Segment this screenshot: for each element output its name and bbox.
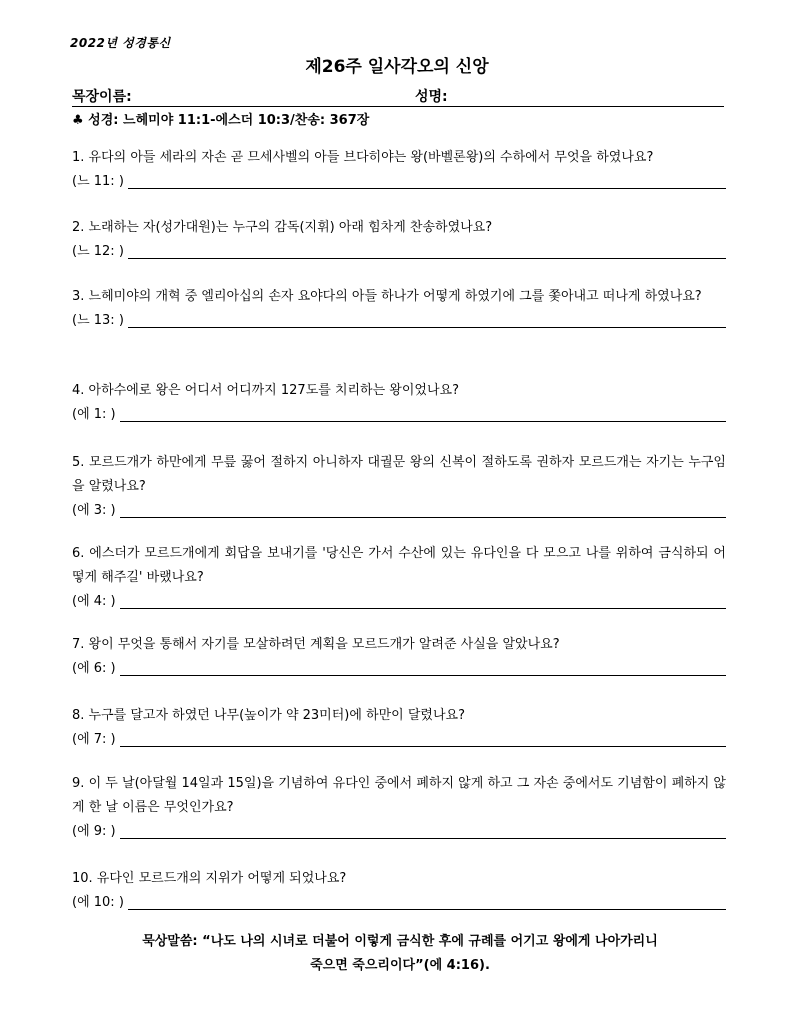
question-3: [72, 285, 726, 333]
question-2: [72, 216, 726, 264]
scripture-line: ♣ 성경: 느헤미야 11:1-에스더 10:3/찬송: 367장: [72, 113, 370, 128]
question-7: [72, 633, 726, 681]
answer-row: [72, 891, 726, 915]
verse-ref: (에 3: ): [72, 503, 116, 518]
answer-line[interactable]: [120, 837, 726, 839]
answer-line[interactable]: [120, 674, 726, 676]
answer-line[interactable]: [120, 420, 726, 422]
question-text: 10. 유다인 모르드개의 지위가 어떻게 되었나요?: [72, 871, 347, 886]
verse-ref: (에 10: ): [72, 895, 124, 910]
verse-ref: (에 7: ): [72, 732, 116, 747]
answer-line[interactable]: [128, 908, 726, 910]
question-5: [72, 451, 726, 523]
question-4: [72, 379, 726, 427]
answer-line[interactable]: [120, 745, 726, 747]
answer-line[interactable]: [120, 516, 726, 518]
answer-row: [72, 499, 726, 523]
answer-row: [72, 403, 726, 427]
question-1: [72, 146, 726, 194]
question-text: 6. 에스더가 모르드개에게 회답을 보내기를 '당신은 가서 수산에 있는 유다인을 다 모으고 나를 위하여 금식하되 어떻게 해주길' 바랬나요?: [72, 546, 726, 585]
verse-ref: (에 9: ): [72, 824, 116, 839]
question-text: 1. 유다의 아들 세라의 자손 곧 므세사벨의 아들 브다히야는 왕(바벨론왕)의 수하에서 무엇을 하였나요?: [72, 150, 654, 165]
header-row: [72, 86, 724, 107]
answer-row: [72, 657, 726, 681]
answer-row: [72, 820, 726, 844]
question-text: 3. 느헤미야의 개혁 중 엘리아십의 손자 요야다의 아들 하나가 어떻게 하였기에 그를 쫓아내고 떠나게 하였나요?: [72, 289, 702, 304]
question-text: 4. 아하수에로 왕은 어디서 어디까지 127도를 치리하는 왕이었나요?: [72, 383, 459, 398]
meditation-line-1: 묵상말씀: “나도 나의 시녀로 더불어 이렇게 금식한 후에 규례를 어기고 왕에게 나아가리니: [142, 934, 658, 949]
question-text: 7. 왕이 무엇을 통해서 자기를 모살하려던 계획을 모르드개가 알려준 사실을 알았나요?: [72, 637, 560, 652]
meditation-line-2: 죽으면 죽으리이다”(에 4:16).: [310, 958, 490, 973]
answer-row: [72, 590, 726, 614]
verse-ref: (느 11: ): [72, 174, 124, 189]
question-10: [72, 867, 726, 915]
page-title: 제26주 일사각오의 신앙: [305, 57, 489, 77]
question-text: 5. 모르드개가 하만에게 무릎 꿇어 절하지 아니하자 대궐문 왕의 신복이 절하도록 권하자 모르드개는 자기는 누구임을 알렸나요?: [72, 455, 726, 494]
answer-row: [72, 728, 726, 752]
verse-ref: (느 13: ): [72, 313, 124, 328]
question-text: 8. 누구를 달고자 하였던 나무(높이가 약 23미터)에 하만이 달렸나요?: [72, 708, 465, 723]
question-text: 2. 노래하는 자(성가대원)는 누구의 감독(지휘) 아래 힘차게 찬송하였나요?: [72, 220, 493, 235]
answer-row: [72, 170, 726, 194]
answer-line[interactable]: [120, 607, 726, 609]
answer-row: [72, 240, 726, 264]
leader-label: 목장이름:: [72, 89, 132, 105]
question-text: 9. 이 두 날(아달월 14일과 15일)을 기념하여 유다인 중에서 폐하지 않게 하고 그 자손 중에서도 기념함이 폐하지 않게 한 날 이름은 무엇인가요?: [72, 776, 726, 815]
answer-line[interactable]: [128, 326, 726, 328]
verse-ref: (에 1: ): [72, 407, 116, 422]
answer-line[interactable]: [128, 257, 726, 259]
verse-ref: (에 6: ): [72, 661, 116, 676]
verse-ref: (에 4: ): [72, 594, 116, 609]
question-6: [72, 542, 726, 614]
name-label: 성명:: [415, 89, 448, 105]
question-8: [72, 704, 726, 752]
meditation-verse: [60, 930, 740, 978]
answer-line[interactable]: [128, 187, 726, 189]
corner-label: 2022년 성경통신: [70, 36, 171, 50]
question-9: [72, 772, 726, 844]
answer-row: [72, 309, 726, 333]
verse-ref: (느 12: ): [72, 244, 124, 259]
